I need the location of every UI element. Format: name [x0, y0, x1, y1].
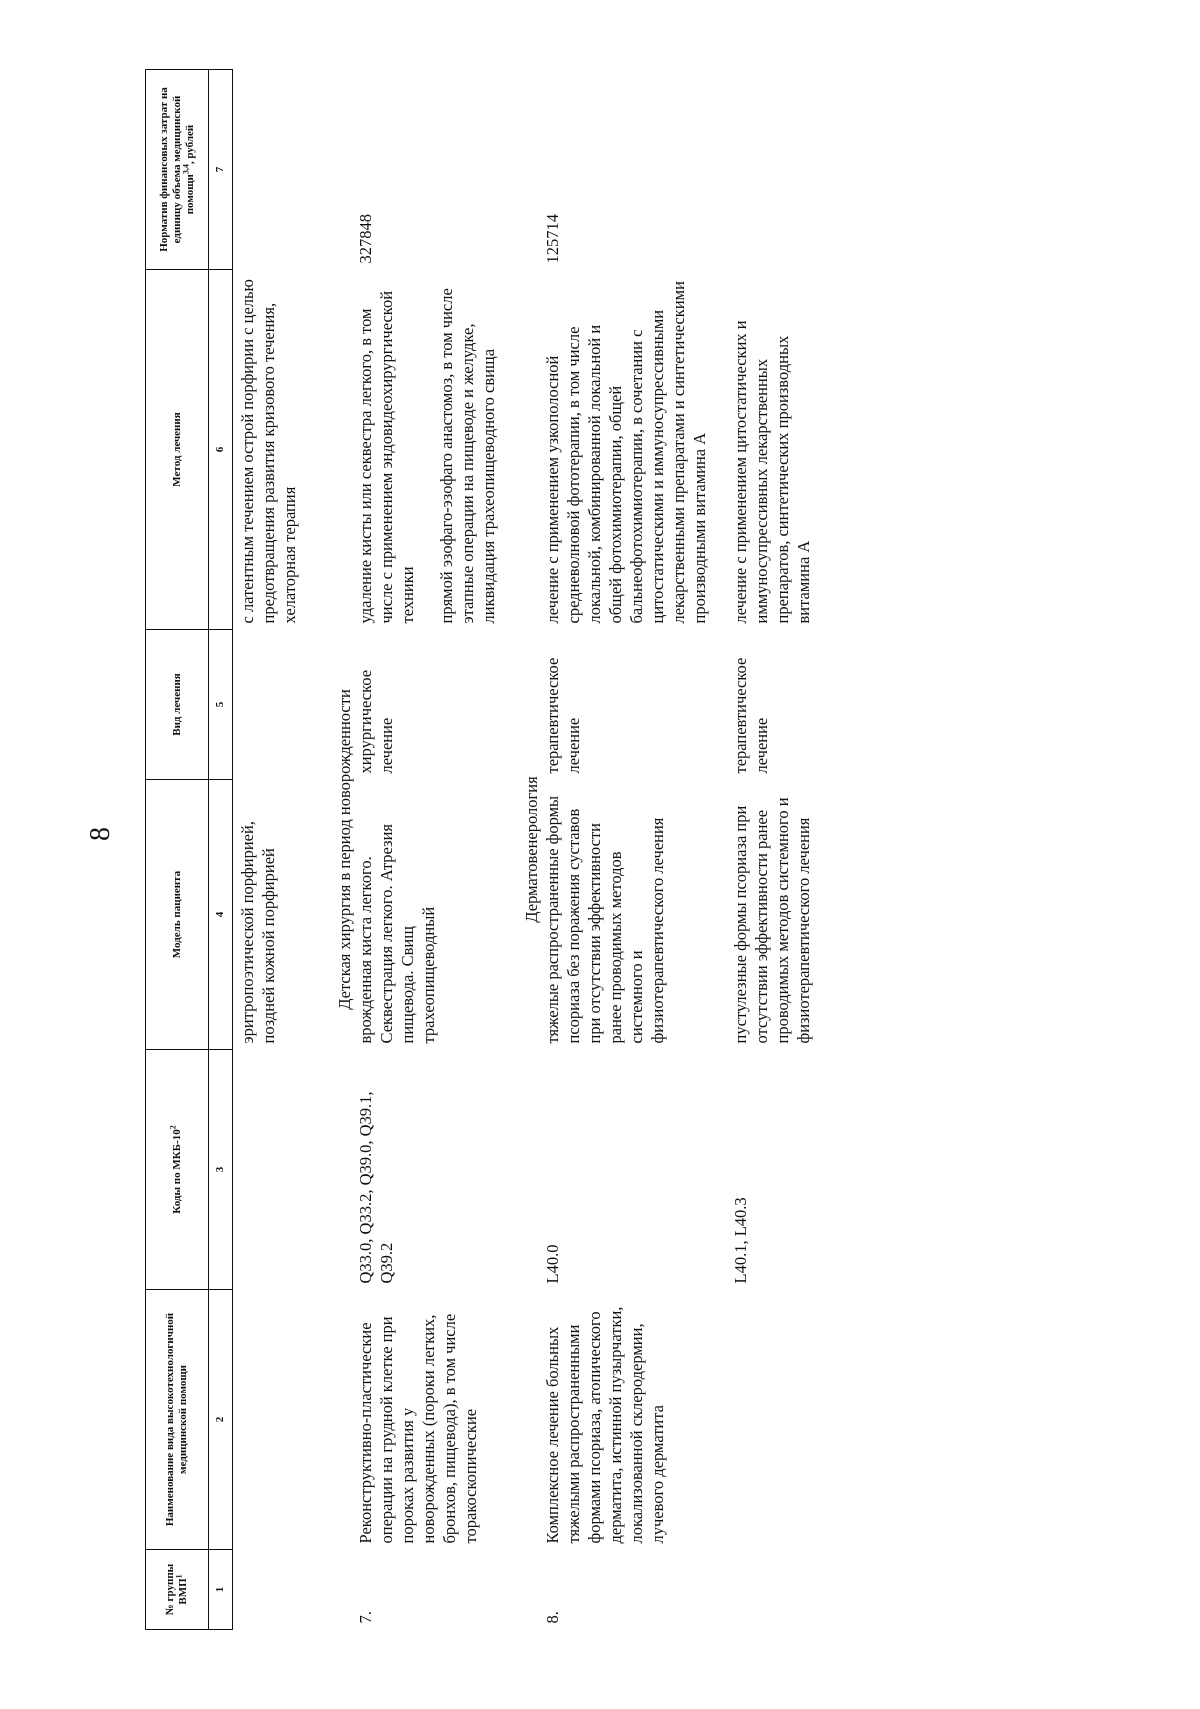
row-name: Комплексное лечение больных тяжелыми распространенными формами псориаза, атопического дерматита, истинной пузырчатки, локализованной склеродермии, лучевого дерматита — [543, 1306, 667, 1544]
column-number: 6 — [209, 270, 233, 630]
header-name: Наименование вида высокотехнологичной медицинской помощи — [146, 1290, 209, 1550]
method-item: удаление кисты или секвестра легкого, в том числе с применением эндовидеохирургической техники — [356, 290, 417, 624]
section-row — [499, 70, 542, 1630]
row-number: 8. — [543, 1611, 562, 1624]
row-norm: 327848 — [356, 214, 375, 264]
header-codes: Коды по МКБ-$10^2$ — [146, 1050, 209, 1290]
column-number-row — [209, 70, 233, 1630]
row-type: терапевтическое лечение — [731, 657, 771, 774]
row-model: пустулезные формы псориаза при отсутствии эффективности ранее проводимых методов системного и физиотерапевтического лечения — [731, 797, 813, 1044]
table-row-8 — [542, 70, 710, 1630]
table-row-7 — [355, 70, 499, 1630]
row-codes: L40.0 — [543, 1244, 562, 1284]
vmp-table — [145, 69, 814, 1630]
header-row — [146, 70, 209, 1630]
row-model: врожденная киста легкого. Секвестрация легкого. Атрезия пищевода. Свищ трахеопищеводный — [356, 824, 438, 1044]
header-type: Вид лечения — [146, 630, 209, 780]
row-type: терапевтическое лечение — [543, 657, 583, 774]
header-model: Модель пациента — [146, 780, 209, 1050]
method-item: прямой эзофаго-эзофаго анастомоз, в том числе этапные операции на пищеводе и желудке, ликвидация трахеопищеводного свища — [437, 288, 498, 624]
table-row-continuation — [233, 70, 301, 1630]
rotated-page — [145, 70, 1085, 1630]
column-number: 3 — [209, 1050, 233, 1290]
column-number: 7 — [209, 70, 233, 270]
row-codes: Q33.0, Q33.2, Q39.0, Q39.1, Q39.2 — [356, 1091, 396, 1284]
column-number: 2 — [209, 1290, 233, 1550]
continuation-model: эритропоэтической порфирией, поздней кожной порфирией — [238, 821, 278, 1044]
row-method: лечение с применением цитостатических и иммуносупрессивных лекарственных препаратов, синтетических производных витамина А — [731, 320, 813, 624]
row-number: 7. — [356, 1611, 375, 1624]
row-method — [355, 270, 499, 630]
header-method: Метод лечения — [146, 270, 209, 630]
page-number: 8 — [85, 827, 116, 841]
row-method: лечение с применением узкополосной средневолновой фототерапии, в том числе локальной, комбинированной локальной и общей фотохимиотерапии, общей бальнеофотохимиотерапии, в сочетании с цитостатическими и иммуносупрессивными лекарственными препаратами и синтетическими производными витамина А — [543, 281, 709, 624]
continuation-method: с латентным течением острой порфирии с целью предотвращения развития кризового течения, хелаторная терапия — [238, 279, 299, 624]
column-number: 1 — [209, 1550, 233, 1630]
header-norm: Норматив финансовых затрат на единицу объема медицинской помощи$^{3,4}$, рублей — [146, 70, 209, 270]
column-number: 5 — [209, 630, 233, 780]
row-type: хирургическое лечение — [356, 669, 396, 774]
row-norm: 125714 — [543, 214, 562, 264]
column-number: 4 — [209, 780, 233, 1050]
row-codes: L40.1, L40.3 — [731, 1197, 750, 1284]
row-model: тяжелые распространенные формы псориаза без поражения суставов при отсутствии эффективности ранее проводимых методов системного и физиотерапевтического лечения — [543, 795, 667, 1044]
header-group-no: № группы ВМП$^1$ — [146, 1550, 209, 1630]
section-title: Дерматовенерология — [522, 776, 541, 923]
section-title: Детская хирургия в период новорожденности — [335, 689, 354, 1010]
section-row — [300, 70, 355, 1630]
row-name: Реконструктивно-пластические операции на грудной клетке при пороках развития у новорожденных (пороки легких, бронхов, пищевода), в том числе торакоскопические — [356, 1313, 480, 1544]
